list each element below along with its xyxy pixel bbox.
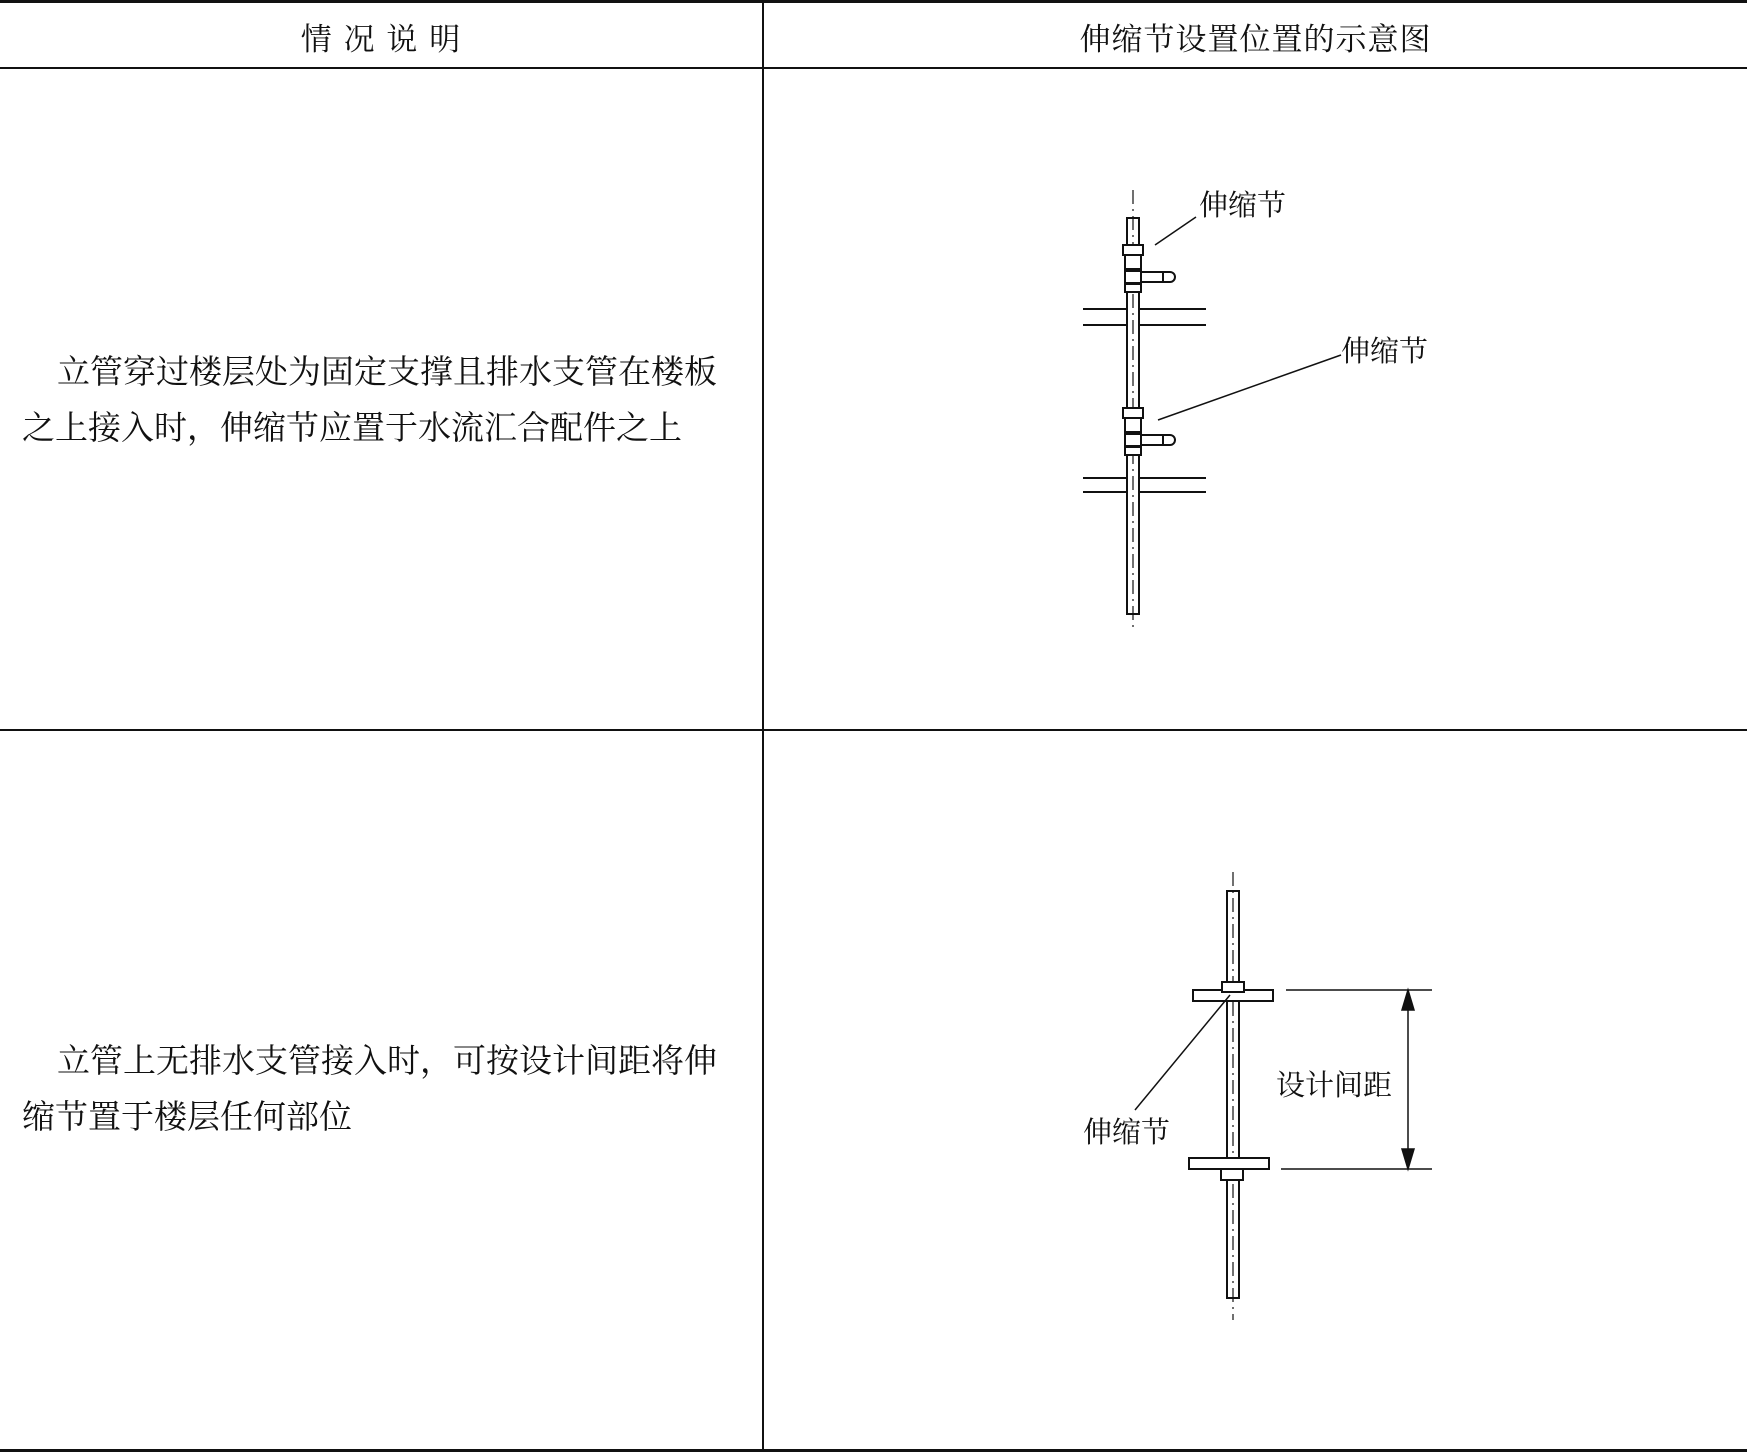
row-1-line-2: 之上接入时，伸缩节应置于水流汇合配件之上 bbox=[22, 408, 682, 447]
row-2-line-1: 立管上无排水支管接入时，可按设计间距将伸 bbox=[57, 1041, 717, 1080]
expansion-joint-upper bbox=[1123, 245, 1175, 292]
leader-line-middle bbox=[1158, 355, 1341, 420]
expansion-joint-lower-2 bbox=[1189, 1158, 1269, 1180]
row-1-line-1: 立管穿过楼层处为固定支撑且排水支管在楼板 bbox=[57, 352, 717, 391]
label-expansion-joint-top: 伸缩节 bbox=[1199, 188, 1287, 222]
floor-slab-upper bbox=[1083, 309, 1206, 325]
expansion-joint-lower bbox=[1123, 408, 1175, 455]
header-diagram: 伸缩节设置位置的示意图 bbox=[1079, 22, 1432, 58]
leader-line-top bbox=[1155, 217, 1196, 245]
header-situation-description: 情 况 说 明 bbox=[300, 22, 462, 58]
label-expansion-joint-row2: 伸缩节 bbox=[1083, 1115, 1171, 1149]
expansion-joint-upper-2 bbox=[1193, 982, 1273, 1001]
diagram-row-1 bbox=[1083, 190, 1341, 630]
label-expansion-joint-middle: 伸缩节 bbox=[1341, 334, 1429, 368]
floor-slab-lower bbox=[1083, 478, 1206, 492]
row-2-line-2: 缩节置于楼层任何部位 bbox=[22, 1097, 352, 1136]
label-design-spacing: 设计间距 bbox=[1276, 1068, 1393, 1102]
leader-line-joint bbox=[1135, 995, 1230, 1110]
